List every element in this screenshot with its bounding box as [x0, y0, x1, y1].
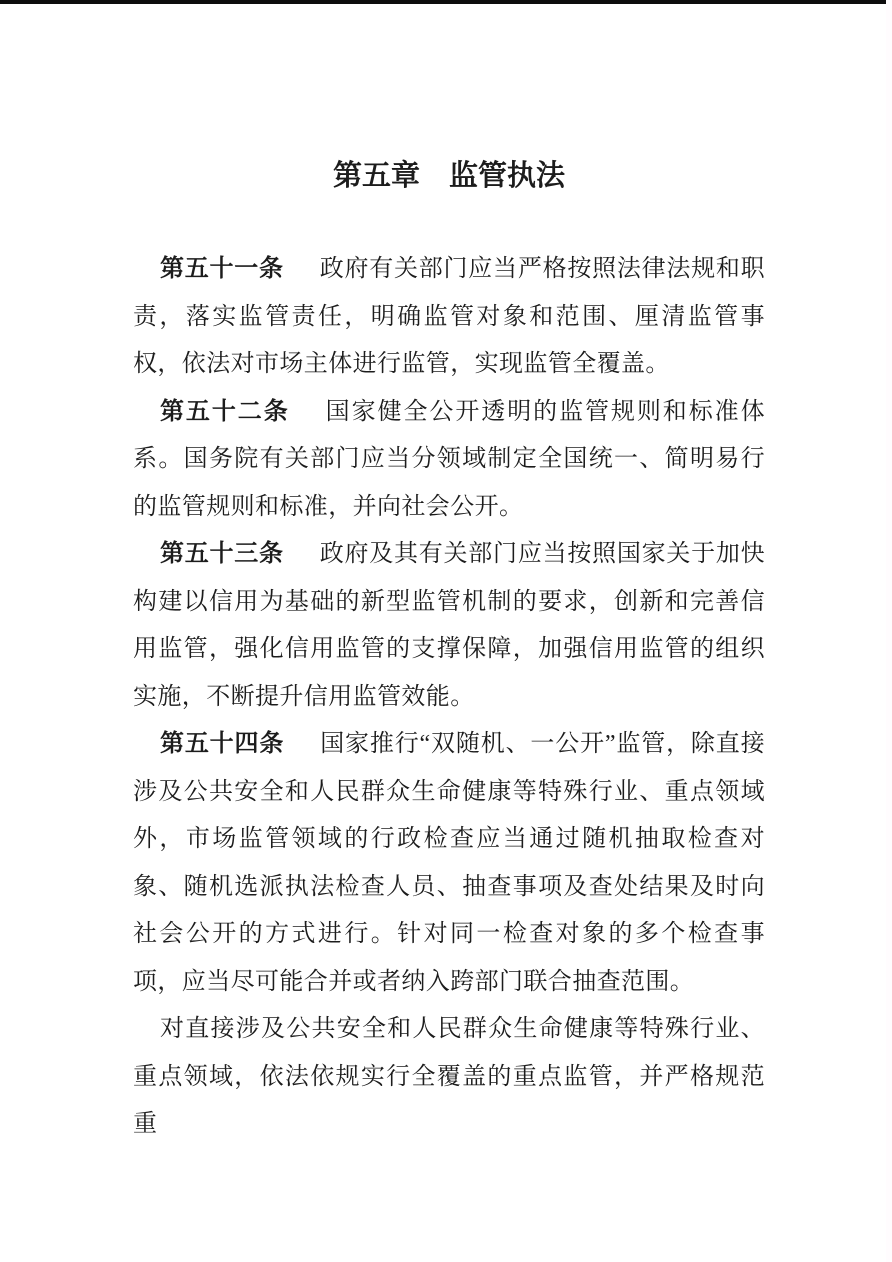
- article-text: 国家健全公开透明的监管规则和标准体系。国务院有关部门应当分领域制定全国统一、简明易行的监管规则和标准，并向社会公开。: [133, 398, 765, 520]
- scan-edge-right: [886, 0, 892, 1262]
- legal-paragraph: [133, 246, 765, 389]
- article-number: 第五十四条: [160, 731, 285, 757]
- article-text: 国家推行“双随机、一公开”监管，除直接涉及公共安全和人民群众生命健康等特殊行业、重点领域外，市场监管领域的行政检查应当通过随机抽取检查对象、随机选派执法检查人员、抽查事项及查处结果及时向社会公开的方式进行。针对同一检查对象的多个检查事项，应当尽可能合并或者纳入跨部门联合抽查范围。: [133, 731, 766, 995]
- article-number: 第五十二条: [160, 398, 290, 425]
- legal-paragraph: [133, 531, 765, 721]
- legal-paragraph-continuation: [133, 1006, 765, 1149]
- legal-paragraph: [133, 721, 765, 1006]
- document-body: [133, 246, 765, 1149]
- scan-edge-top: [0, 0, 892, 4]
- chapter-title: 第五章 监管执法: [332, 160, 565, 192]
- article-text: 政府及其有关部门应当按照国家关于加快构建以信用为基础的新型监管机制的要求，创新和完善信用监管，强化信用监管的支撑保障，加强信用监管的组织实施，不断提升信用监管效能。: [133, 541, 766, 710]
- article-text: 对直接涉及公共安全和人民群众生命健康等特殊行业、重点领域，依法依规实行全覆盖的重点监管，并严格规范重: [133, 1016, 765, 1137]
- article-number: 第五十一条: [160, 256, 284, 282]
- article-number: 第五十三条: [160, 541, 284, 567]
- legal-paragraph: [133, 389, 765, 532]
- article-text: 政府有关部门应当严格按照法律法规和职责，落实监管责任，明确监管对象和范围、厘清监管事权，依法对市场主体进行监管，实现监管全覆盖。: [133, 256, 766, 377]
